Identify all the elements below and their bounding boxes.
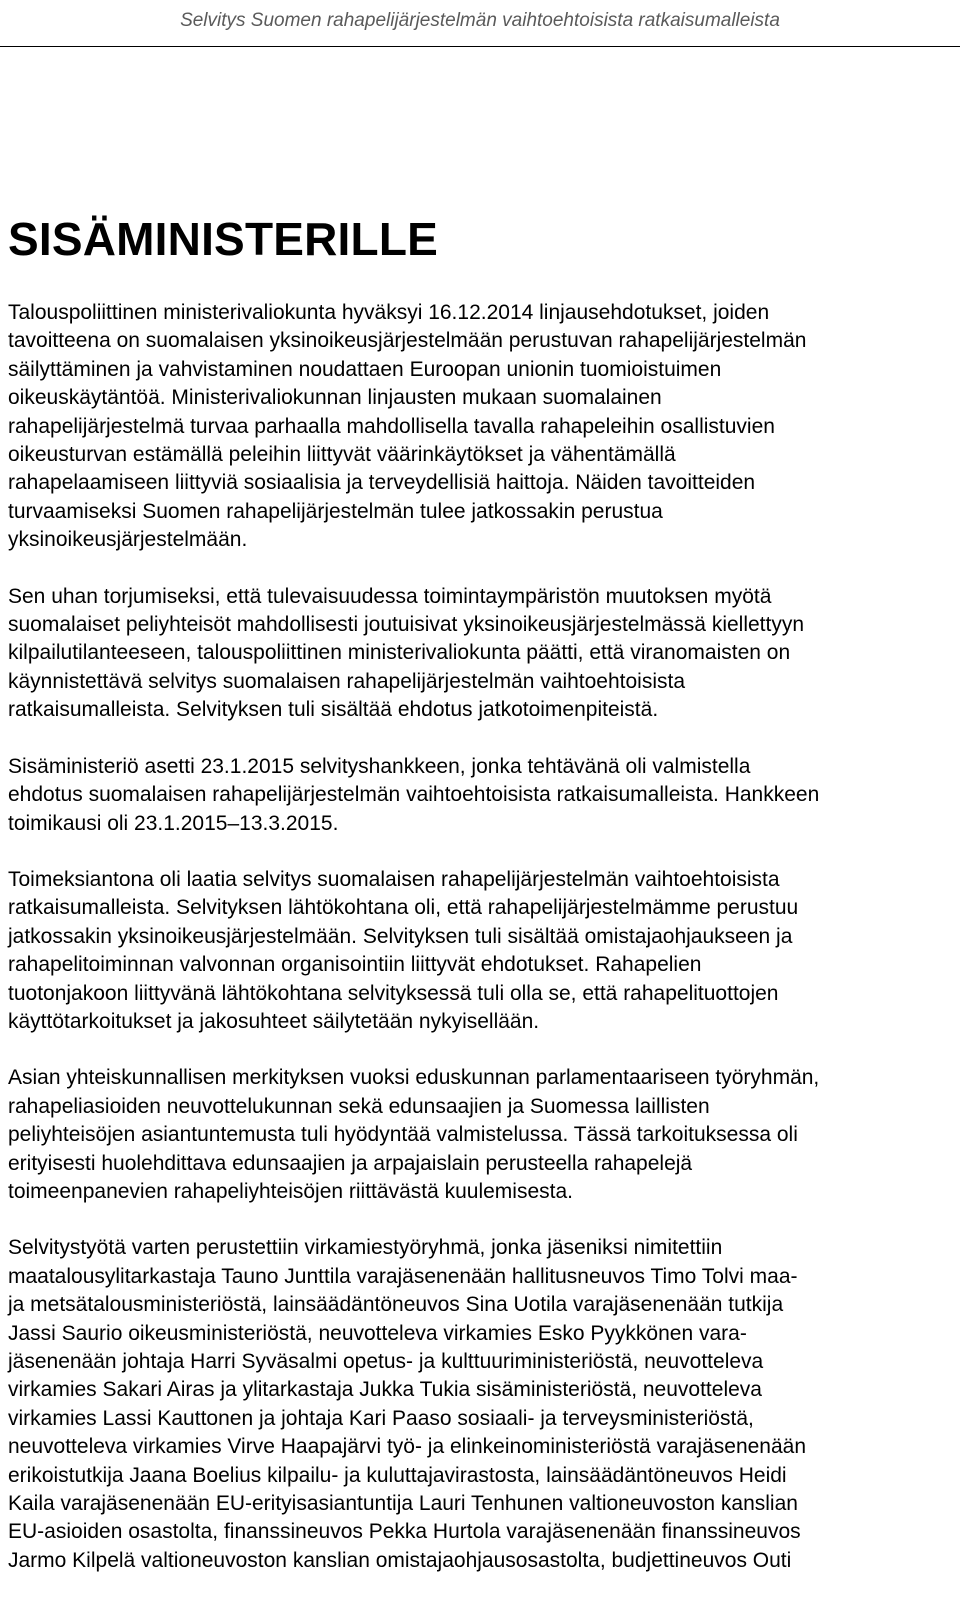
text-line: Sisäministeriö asetti 23.1.2015 selvityshankkeen, jonka tehtävänä oli valmistella [8, 754, 751, 778]
text-line: rahapelaamiseen liittyviä sosiaalisia ja terveydellisiä haittoja. Näiden tavoitteiden [8, 471, 756, 495]
text-line: rahapelitoiminnan valvonnan organisointiin liittyvät ehdotukset. Rahapelien [8, 953, 702, 977]
text-line: oikeuskäytäntöä. Ministerivaliokunnan linjausten mukaan suomalainen [8, 386, 662, 410]
paragraph-4 [8, 866, 952, 1036]
text-line: rahapeliasioiden neuvottelukunnan sekä edunsaajien ja Suomessa laillisten [8, 1094, 710, 1118]
document-body [8, 299, 952, 1603]
text-line: jatkossakin yksinoikeusjärjestelmään. Selvityksen tuli sisältää omistajaohjaukseen ja [8, 924, 793, 948]
text-line: Jarmo Kilpelä valtioneuvoston kanslian omistajaohjausosastolta, budjettineuvos Outi [8, 1548, 792, 1572]
text-line: käyttötarkoitukset ja jakosuhteet säilytetään nykyisellään. [8, 1009, 540, 1033]
text-line: tavoitteena on suomalaisen yksinoikeusjärjestelmään perustuvan rahapelijärjestelmän [8, 329, 807, 353]
running-header [0, 0, 960, 47]
text-line: neuvotteleva virkamies Virve Haapajärvi työ- ja elinkeinoministeriöstä varajäsenenään [8, 1435, 807, 1459]
text-line: yksinoikeusjärjestelmään. [8, 528, 248, 552]
text-line: ehdotus suomalaisen rahapelijärjestelmän vaihtoehtoisista ratkaisumalleista. Hankkeen [8, 783, 820, 807]
text-line: jäsenenään johtaja Harri Syväsalmi opetus- ja kulttuuriministeriöstä, neuvotteleva [8, 1350, 764, 1373]
text-line: oikeusturvan estämällä peleihin liittyvät väärinkäytökset ja vähentämällä [8, 443, 676, 467]
text-line: käynnistettävä selvitys suomalaisen rahapelijärjestelmän vaihtoehtoisista [8, 669, 686, 693]
text-line: ratkaisumalleista. Selvityksen lähtökohtana oli, että rahapelijärjestelmämme perustuu [8, 896, 799, 920]
text-line: Talouspoliittinen ministerivaliokunta hyväksyi 16.12.2014 linjausehdotukset, joiden [8, 301, 770, 324]
text-line: virkamies Lassi Kauttonen ja johtaja Kari Paaso sosiaali- ja terveysministeriöstä, [8, 1406, 754, 1430]
text-line: Jassi Saurio oikeusministeriöstä, neuvotteleva virkamies Esko Pyykkönen vara- [8, 1321, 747, 1345]
text-line: turvaamiseksi Suomen rahapelijärjestelmän tulee jatkossakin perustua [8, 499, 663, 523]
text-line: Kaila varajäsenenään EU-erityisasiantuntija Lauri Tenhunen valtioneuvoston kanslian [8, 1492, 798, 1516]
paragraph-2 [8, 583, 952, 725]
text-line: kilpailutilanteeseen, talouspoliittinen ministerivaliokunta päätti, että viranomaisten on [8, 641, 791, 665]
text-line: ratkaisumalleista. Selvityksen tuli sisältää ehdotus jatkotoimenpiteistä. [8, 698, 659, 722]
text-line: Sen uhan torjumiseksi, että tulevaisuudessa toimintaympäristön muutoksen myötä [8, 584, 772, 608]
text-line: rahapelijärjestelmä turvaa parhaalla mahdollisella tavalla rahapeleihin osallistuvien [8, 414, 775, 438]
text-line: EU-asioiden osastolta, finanssineuvos Pekka Hurtola varajäsenenään finanssineuvos [8, 1520, 801, 1544]
paragraph-3 [8, 753, 952, 838]
text-line: säilyttäminen ja vahvistaminen noudattaen Euroopan unionin tuomioistuimen [8, 357, 722, 381]
text-line: peliyhteisöjen asiantuntemusta tuli hyödyntää valmistelussa. Tässä tarkoituksessa oli [8, 1123, 798, 1147]
document-heading: SISÄMINISTERILLE [8, 213, 439, 265]
header-title: Selvitys Suomen rahapelijärjestelmän vaihtoehtoisista ratkaisumalleista [180, 10, 780, 31]
paragraph-5 [8, 1064, 952, 1206]
text-line: erikoistutkija Jaana Boelius kilpailu- ja kuluttajavirastosta, lainsäädäntöneuvos Heidi [8, 1463, 787, 1487]
text-line: suomalaiset peliyhteisöt mahdollisesti joutuisivat yksinoikeusjärjestelmässä kiellettyyn [8, 613, 805, 637]
text-line: ja metsätalousministeriöstä, lainsäädäntöneuvos Sina Uotila varajäsenenään tutkija [8, 1293, 784, 1317]
text-line: tuotonjakoon liittyvänä lähtökohtana selvityksessä tuli olla se, että rahapelituottojen [8, 981, 779, 1005]
text-line: Selvitystyötä varten perustettiin virkamiestyöryhmä, jonka jäseniksi nimitettiin [8, 1236, 723, 1260]
text-line: toimeenpanevien rahapeliyhteisöjen riittävästä kuulemisesta. [8, 1179, 573, 1203]
paragraph-1 [8, 299, 952, 555]
text-line: virkamies Sakari Airas ja ylitarkastaja Jukka Tukia sisäministeriöstä, neuvotteleva [8, 1378, 762, 1402]
paragraph-6 [8, 1234, 952, 1575]
text-line: erityisesti huolehdittava edunsaajien ja arpajaislain perusteella rahapelejä [8, 1151, 693, 1175]
text-line: toimikausi oli 23.1.2015–13.3.2015. [8, 811, 339, 835]
text-line: maatalousylitarkastaja Tauno Junttila varajäsenenään hallitusneuvos Timo Tolvi maa- [8, 1264, 798, 1288]
text-line: Toimeksiantona oli laatia selvitys suomalaisen rahapelijärjestelmän vaihtoehtoisista [8, 867, 780, 891]
text-line: Asian yhteiskunnallisen merkityksen vuoksi eduskunnan parlamentaariseen työryhmän, [8, 1066, 820, 1090]
